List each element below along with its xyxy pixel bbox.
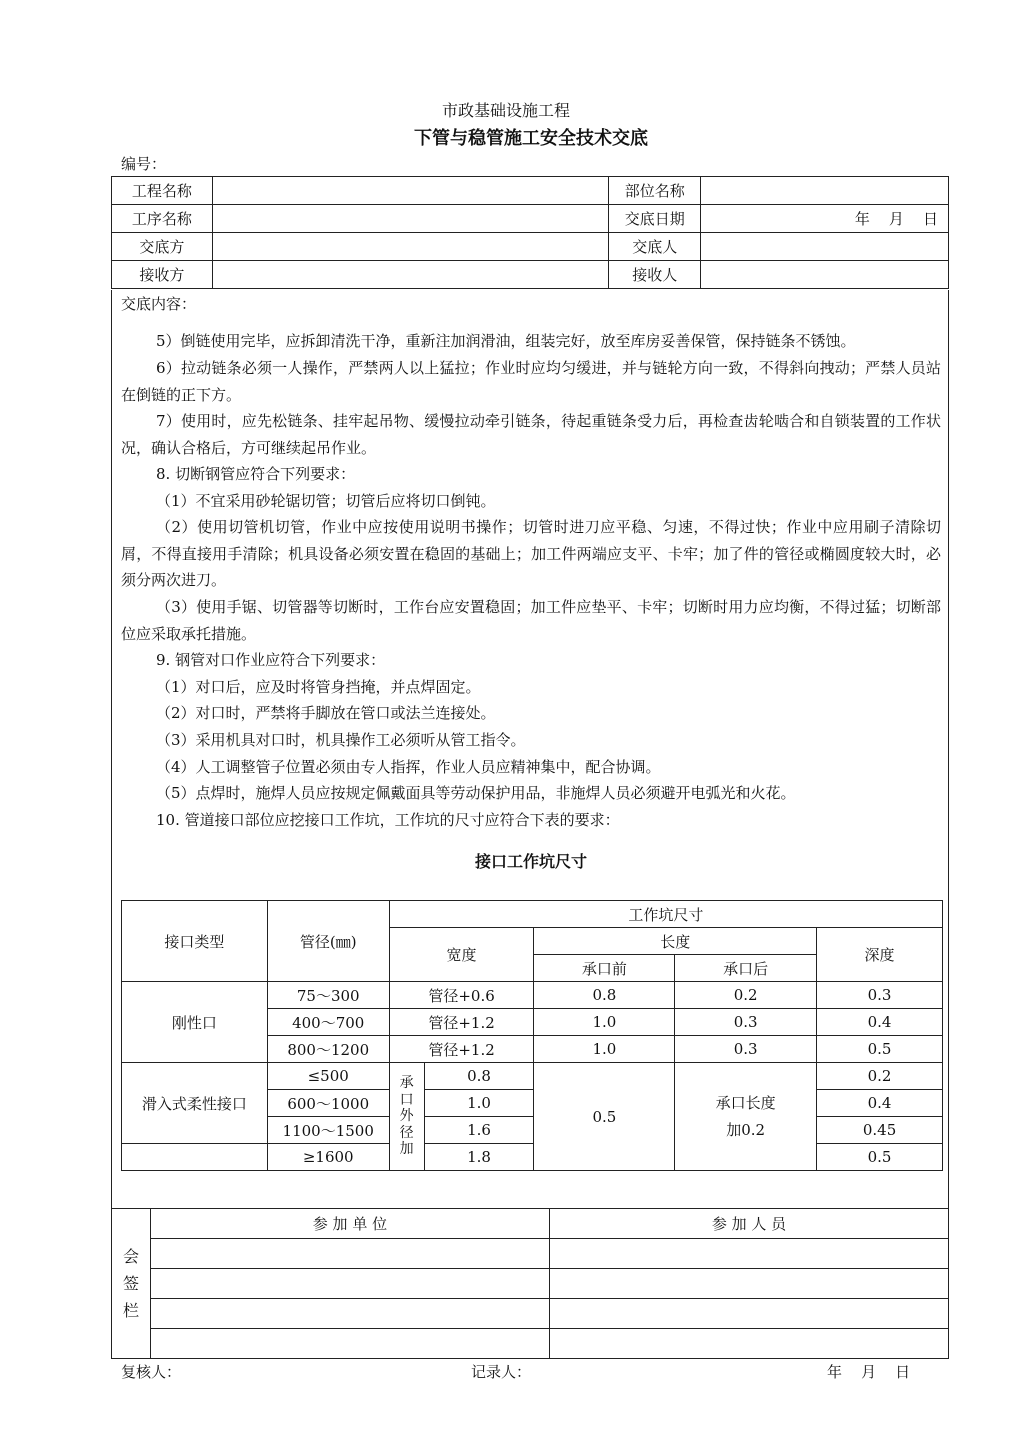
receiver-person-label: 接收人 <box>609 261 701 289</box>
table-cell: 1.0 <box>534 1009 675 1036</box>
process-name-field[interactable] <box>212 205 608 233</box>
person-field[interactable] <box>549 1299 948 1329</box>
table-cell: 0.5 <box>817 1036 943 1063</box>
unit-field[interactable] <box>150 1329 549 1359</box>
table-row <box>122 1063 943 1090</box>
countersign-char: 栏 <box>122 1301 139 1320</box>
table-cell: 1.8 <box>424 1144 534 1171</box>
disclosure-date-label: 交底日期 <box>609 205 701 233</box>
paragraph: 9. 钢管对口作业应符合下列要求： <box>156 651 386 669</box>
table-cell: 0.8 <box>534 982 675 1009</box>
receiver-person-field[interactable] <box>701 261 949 289</box>
paragraph: （5）点焊时，施焊人员应按规定佩戴面具等劳动保护用品，非施焊人员必须避开电弧光和火花。 <box>156 784 796 802</box>
flex-back-value <box>675 1063 817 1171</box>
col-header-length: 长度 <box>534 928 817 955</box>
footer-date: 年 月 日 <box>827 1363 911 1381</box>
person-field[interactable] <box>549 1329 948 1359</box>
table-cell: 0.2 <box>817 1063 943 1090</box>
table-cell: 0.4 <box>817 1090 943 1117</box>
serial-number-label: 编号： <box>121 155 167 173</box>
table-cell: 1.0 <box>424 1090 534 1117</box>
table-cell: 1.6 <box>424 1117 534 1144</box>
document-title: 下管与稳管施工安全技术交底 <box>414 128 648 149</box>
flexible-joint-label: 滑入式柔性接口 <box>122 1063 268 1144</box>
paragraph: （1）不宜采用砂轮锯切管；切管后应将切口倒钝。 <box>156 492 496 510</box>
table-cell: 0.3 <box>675 1036 817 1063</box>
document-subtitle: 市政基础设施工程 <box>441 101 570 120</box>
table-cell: 管径+1.2 <box>389 1036 534 1063</box>
paragraph: 10. 管道接口部位应挖接口工作坑，工作坑的尺寸应符合下表的要求： <box>156 811 620 829</box>
table-cell: 400～700 <box>267 1009 389 1036</box>
col-header-depth: 深度 <box>817 928 943 982</box>
table-cell: 0.45 <box>817 1117 943 1144</box>
header-info-table <box>111 176 949 289</box>
paragraph: 8. 切断钢管应符合下列要求： <box>156 465 356 483</box>
unit-field[interactable] <box>150 1299 549 1329</box>
part-name-label: 部位名称 <box>609 177 701 205</box>
table-cell: 0.5 <box>817 1144 943 1171</box>
paragraph: （3）采用机具对口时，机具操作工必须听从管工指令。 <box>156 731 526 749</box>
col-header-diameter: 管径(㎜) <box>267 901 389 982</box>
table-cell: 1.0 <box>534 1036 675 1063</box>
vert-char: 口 <box>399 1091 414 1108</box>
receiver-field[interactable] <box>212 261 608 289</box>
participating-person-header: 参 加 人 员 <box>549 1209 948 1239</box>
part-name-field[interactable] <box>701 177 949 205</box>
table-cell: 管径+0.6 <box>389 982 534 1009</box>
table-cell: 800～1200 <box>267 1036 389 1063</box>
discloser-person-field[interactable] <box>701 233 949 261</box>
project-name-field[interactable] <box>212 177 608 205</box>
disclosure-content-label: 交底内容： <box>121 295 197 313</box>
reviewer-label: 复核人： <box>121 1363 182 1381</box>
paragraph: 7）使用时，应先松链条、挂牢起吊物、缓慢拉动牵引链条，待起重链条受力后，再检查齿轮啮合和自锁装置的工作状况，确认合格后，方可继续起吊作业。 <box>121 412 941 457</box>
unit-field[interactable] <box>150 1269 549 1299</box>
receiver-label: 接收方 <box>112 261 213 289</box>
table-cell: 0.3 <box>817 982 943 1009</box>
pit-size-table <box>121 900 943 1171</box>
paragraph: 5）倒链使用完毕，应拆卸清洗干净，重新注加润滑油，组装完好，放至库房妥善保管，保持链条不锈蚀。 <box>156 332 856 350</box>
flex-back-line: 加0.2 <box>726 1120 766 1139</box>
person-field[interactable] <box>549 1239 948 1269</box>
countersign-table <box>111 1208 949 1359</box>
col-header-pit-size: 工作坑尺寸 <box>389 901 942 928</box>
pit-table-title: 接口工作坑尺寸 <box>474 852 587 871</box>
table-cell: 0.8 <box>424 1063 534 1090</box>
vert-char: 径 <box>399 1124 414 1141</box>
paragraph: （2）使用切管机切管，作业中应按使用说明书操作；切管时进刀应平稳、匀速，不得过快；作业中应用刷子清除切屑，不得直接用手清除；机具设备必须安置在稳固的基础上；加工件两端应支平、卡牢；加了件的管径或椭圆度较大时，必须分两次进刀。 <box>121 518 941 589</box>
process-name-label: 工序名称 <box>112 205 213 233</box>
disclosure-date-field[interactable]: 年 月 日 <box>701 205 949 233</box>
paragraph: （2）对口时，严禁将手脚放在管口或法兰连接处。 <box>156 704 496 722</box>
paragraph: 6）拉动链条必须一人操作，严禁两人以上猛拉；作业时应均匀缓进，并与链轮方向一致，不得斜向拽动；严禁人员站在倒链的正下方。 <box>121 359 941 404</box>
flex-back-line: 承口长度 <box>715 1093 776 1112</box>
table-cell: ≤500 <box>267 1063 389 1090</box>
vert-char: 承 <box>399 1075 414 1092</box>
discloser-field[interactable] <box>212 233 608 261</box>
flex-front-value: 0.5 <box>534 1063 675 1171</box>
person-field[interactable] <box>549 1269 948 1299</box>
socket-od-plus-label <box>389 1063 424 1171</box>
col-header-width: 宽度 <box>389 928 534 982</box>
table-cell: ≥1600 <box>267 1144 389 1171</box>
paragraph: （3）使用手锯、切管器等切断时，工作台应安置稳固；加工件应垫平、卡牢；切断时用力应均衡，不得过猛；切断部位应采取承托措施。 <box>121 598 941 643</box>
table-cell: 75～300 <box>267 982 389 1009</box>
vert-char: 外 <box>399 1108 414 1125</box>
rigid-joint-label: 刚性口 <box>122 982 268 1063</box>
table-cell: 管径+1.2 <box>389 1009 534 1036</box>
paragraph: （4）人工调整管子位置必须由专人指挥，作业人员应精神集中，配合协调。 <box>156 758 661 776</box>
col-header-front: 承口前 <box>534 955 675 982</box>
table-cell: 0.4 <box>817 1009 943 1036</box>
unit-field[interactable] <box>150 1239 549 1269</box>
col-header-back: 承口后 <box>675 955 817 982</box>
countersign-char: 会 <box>122 1247 139 1266</box>
table-row <box>122 1144 943 1171</box>
table-cell: 0.2 <box>675 982 817 1009</box>
table-row <box>122 982 943 1009</box>
vert-char: 加 <box>399 1141 414 1158</box>
discloser-person-label: 交底人 <box>609 233 701 261</box>
discloser-label: 交底方 <box>112 233 213 261</box>
countersign-label <box>112 1209 151 1359</box>
participating-unit-header: 参 加 单 位 <box>150 1209 549 1239</box>
col-header-type: 接口类型 <box>122 901 268 982</box>
table-cell: 1100～1500 <box>267 1117 389 1144</box>
paragraph: （1）对口后，应及时将管身挡掩，并点焊固定。 <box>156 678 481 696</box>
table-cell <box>122 1144 268 1171</box>
recorder-label: 记录人： <box>471 1363 532 1381</box>
table-cell: 600～1000 <box>267 1090 389 1117</box>
countersign-char: 签 <box>122 1274 139 1293</box>
table-cell: 0.3 <box>675 1009 817 1036</box>
project-name-label: 工程名称 <box>112 177 213 205</box>
